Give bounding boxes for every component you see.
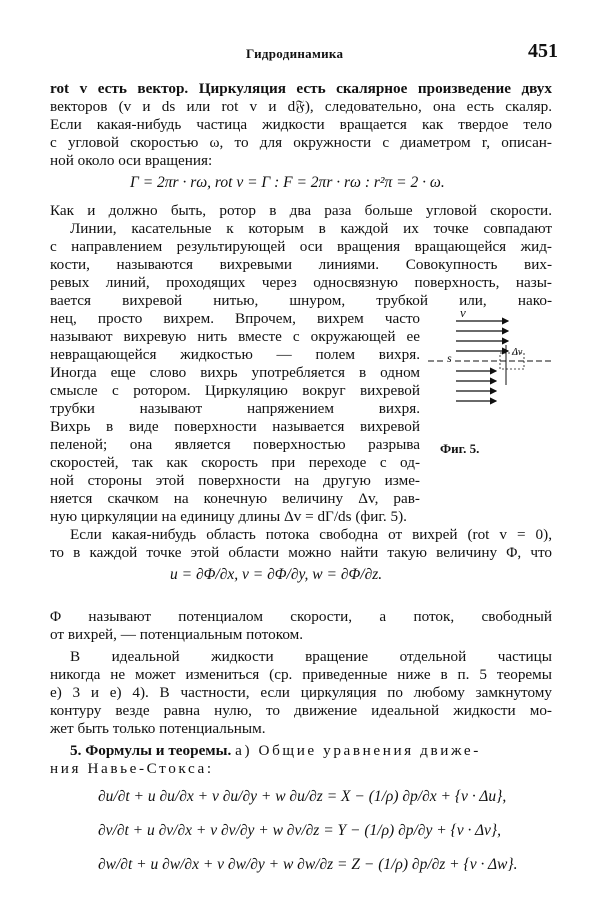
equation-w: ∂w/∂t + u ∂w/∂x + v ∂w/∂y + w ∂w/∂z = Z − (1/ρ) ∂p/∂z + {ν · Δw}. <box>98 856 518 873</box>
text-line: никогда не может измениться (ср. приведенные ниже в п. 5 теоремы <box>50 666 552 683</box>
text-line: В идеальной жидкости вращение отдельной частицы <box>70 648 552 665</box>
text-line: Φ называют потенциалом скорости, а поток, свободный <box>50 608 552 625</box>
equation-v: ∂v/∂t + u ∂v/∂x + v ∂v/∂y + w ∂v/∂z = Y − (1/ρ) ∂p/∂y + {ν · Δv}, <box>98 822 502 839</box>
text-line: нец, просто вихрем. Впрочем, вихрем часто <box>50 310 420 327</box>
running-header: Гидродинамика <box>246 46 344 61</box>
text-line: то в каждой точке этой области можно найти такую величину Φ, что <box>50 544 552 561</box>
text-line: rot v есть вектор. Циркуляция есть скалярное произведение двух <box>50 80 552 97</box>
text-line: контуру везде равна нулю, то движение идеальной жидкости мо- <box>50 702 552 719</box>
text-line: Если какая-нибудь частица жидкости вращается как твердое тело <box>50 116 552 133</box>
text-line: вается вихревой нитью, шнуром, трубкой или, нако- <box>50 292 552 309</box>
text-line: с угловой скоростью ω, то для окружности с диаметром r, описан- <box>50 134 552 151</box>
text-line: няется скачком на конечную величину Δv, рав- <box>50 490 420 507</box>
equation-u: ∂u/∂t + u ∂u/∂x + v ∂u/∂y + w ∂u/∂z = X − (1/ρ) ∂p/∂x + {ν · Δu}, <box>98 788 507 805</box>
text-line: пеленой; она является поверхностью разрыва <box>50 436 420 453</box>
section-5-heading-line <box>70 742 552 760</box>
text-line: Если какая-нибудь область потока свободна от вихрей (rot v = 0), <box>70 526 552 543</box>
page-number: 451 <box>528 40 558 62</box>
label-s: s <box>447 351 452 365</box>
figure-5 <box>426 305 556 465</box>
text-line: ной около оси вращения: <box>50 152 213 169</box>
text-line: Иногда еще слово вихрь употребляется в одном <box>50 364 420 381</box>
figure-caption: Фиг. 5. <box>440 441 480 456</box>
text-line: жет быть только потенциальным. <box>50 720 266 737</box>
text-line: называют вихревую нить вместе с окружающей ее <box>50 328 420 345</box>
section-5-heading: 5. Формулы и теоремы. <box>70 742 232 759</box>
text-line: скоростей, так как скорость при переходе с од- <box>50 454 420 471</box>
section-5-subheading: а) Общие уравнения движе- <box>235 742 481 759</box>
formula-circulation: Γ = 2πr · rω, rot v = Γ : F = 2πr · rω : r²π = 2 · ω. <box>130 174 445 191</box>
text-line: векторов (v и ds или rot v и d𝔉), следовательно, она есть скаляр. <box>50 98 552 115</box>
text-line: кости, называются вихревыми линиями. Совокупность вих- <box>50 256 552 273</box>
text-line: Как и должно быть, ротор в два раза больше угловой скорости. <box>50 202 552 219</box>
text-line: ной стороны этой поверхности на другую изме- <box>50 472 420 489</box>
text-line: е) 3 и е) 4). В частности, если циркуляция по любому замкнутому <box>50 684 552 701</box>
text-line: смысле с ротором. Циркуляцию вокруг вихревой <box>50 382 420 399</box>
text-line: ревых линий, проходящих через односвязную поверхность, назы- <box>50 274 552 291</box>
text-line: трубки называют напряжением вихря. <box>50 400 420 417</box>
text-line: от вихрей, — потенциальным потоком. <box>50 626 304 643</box>
label-delta-v: Δv <box>512 347 523 358</box>
text-line: ния Навье-Стокса: <box>50 760 214 777</box>
label-v: v <box>460 305 466 320</box>
text-line: Линии, касательные к которым в каждой их точке совпадают <box>70 220 552 237</box>
text-line: невращающейся жидкостью — полем вихря. <box>50 346 420 363</box>
formula-potential: u = ∂Φ/∂x, v = ∂Φ/∂y, w = ∂Φ/∂z. <box>170 566 383 583</box>
text-line: Вихрь в виде поверхности называется вихревой <box>50 418 420 435</box>
text-line: с направлением результирующей оси вращения вращающейся жид- <box>50 238 552 255</box>
text-line: ную циркуляции на единицу длины Δv = dΓ/ds (фиг. 5). <box>50 508 407 525</box>
